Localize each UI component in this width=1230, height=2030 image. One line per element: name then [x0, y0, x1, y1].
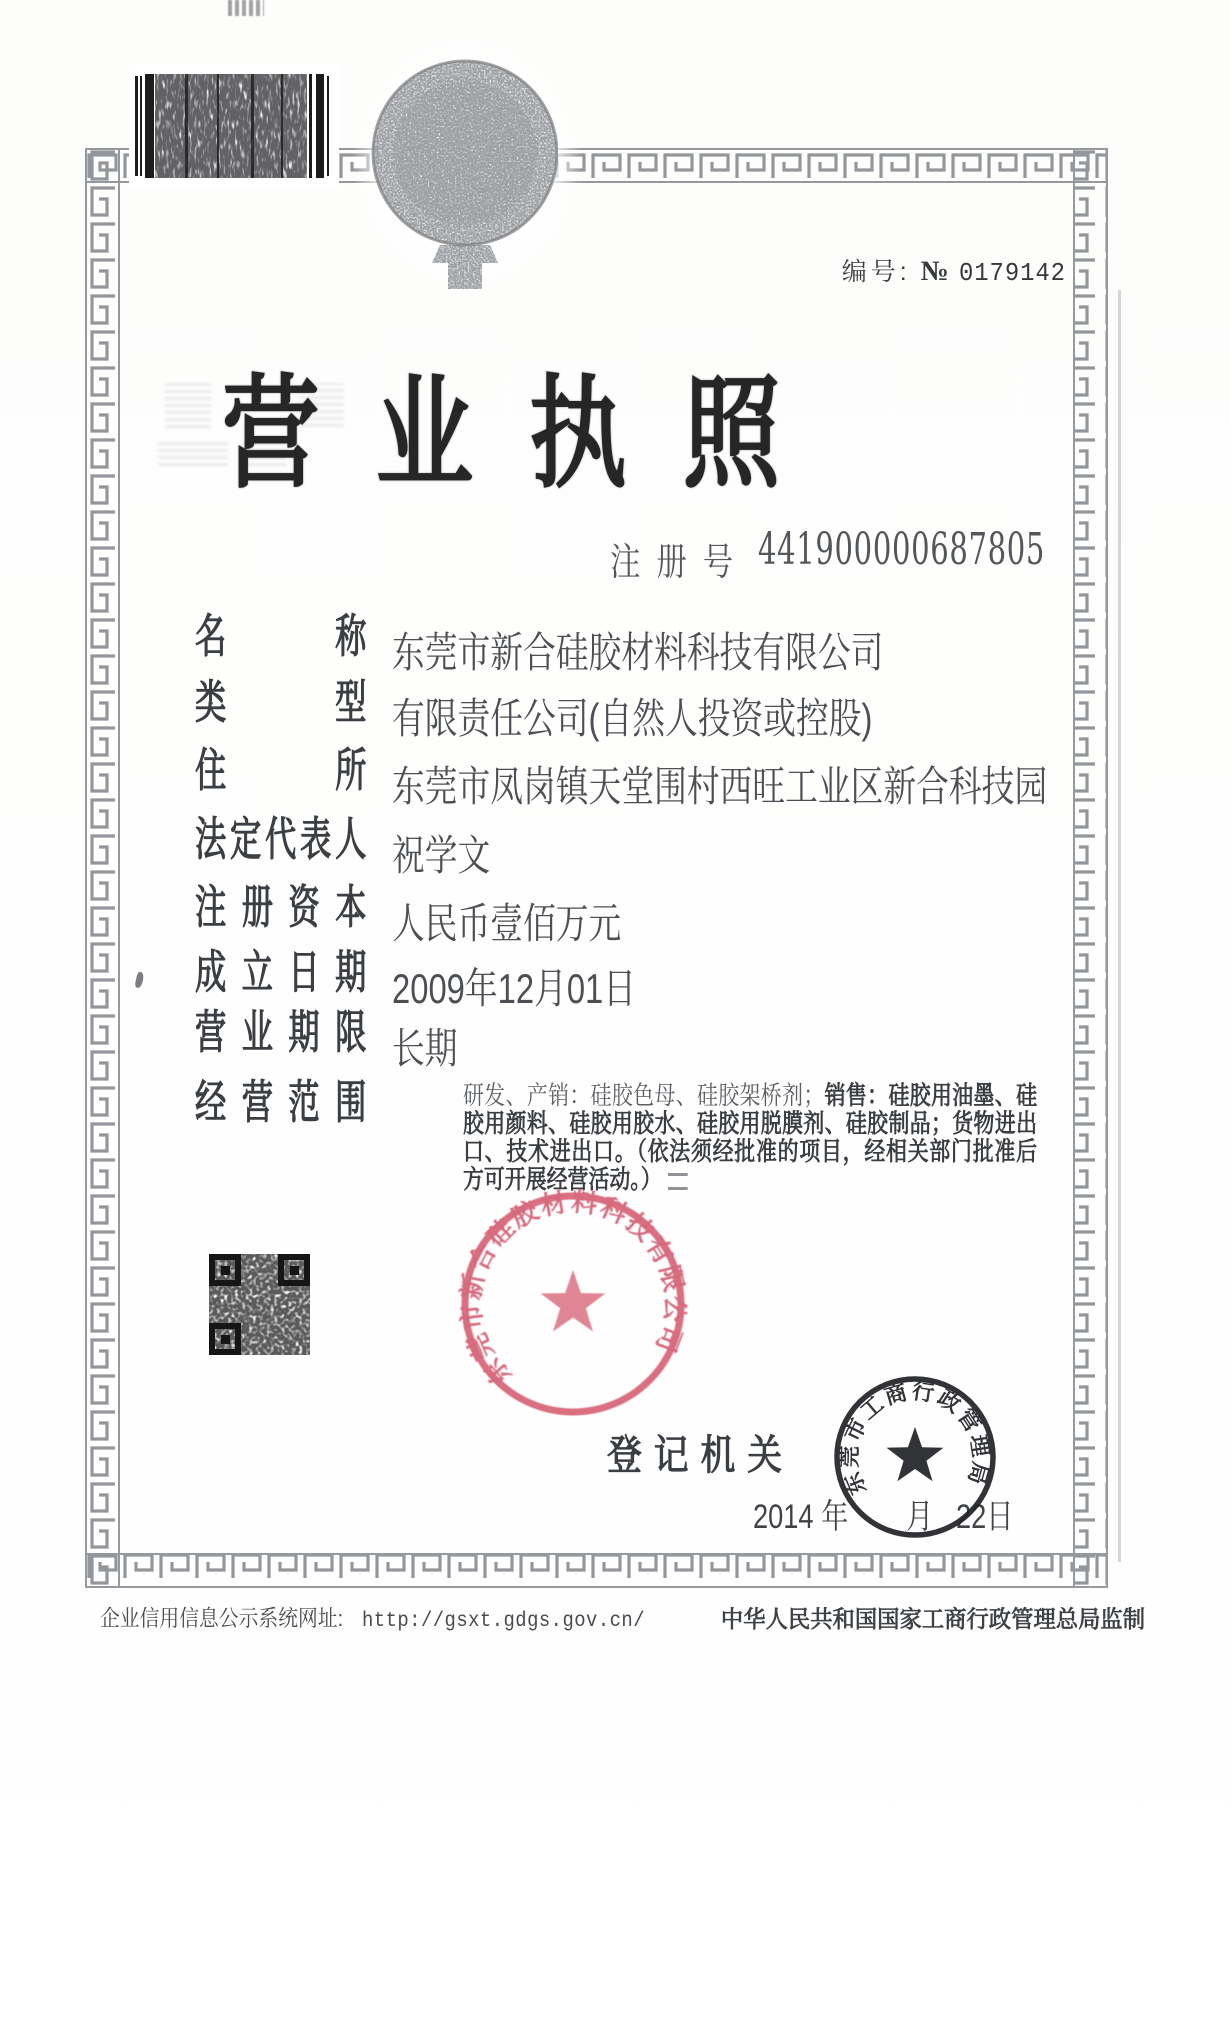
field-value: 有限责任公司(自然人投资或控股) — [392, 695, 873, 742]
barcode-graphic — [133, 70, 333, 182]
field-row-legal-representative — [195, 813, 491, 879]
field-row-name — [195, 610, 884, 676]
field-label: 名称 — [195, 610, 367, 662]
field-value: 2009年12月01日 — [392, 965, 637, 1012]
field-row-business-scope — [195, 1078, 447, 1138]
field-label: 注册资本 — [195, 881, 367, 933]
footer-site-line — [100, 1601, 677, 1633]
serial-number: 0179142 — [958, 258, 1066, 288]
qr-code-graphic — [203, 1248, 316, 1361]
issue-date-year: 2014 年 — [753, 1498, 849, 1536]
field-label: 营业期限 — [195, 1006, 367, 1058]
field-row-business-term — [195, 1006, 458, 1072]
field-label: 类型 — [195, 676, 367, 728]
footer-site-label: 企业信用信息公示系统网址: — [100, 1606, 344, 1631]
field-row-address — [195, 744, 1048, 810]
scope-text-bold: 销售：硅胶用油墨、硅胶用颜料、硅胶用胶水、硅胶用脱膜剂、硅胶制品；货物进出口、技术进出口。（依法须经批准的项目，经相关部门批准后方可开展经营活动。） — [463, 1082, 1037, 1194]
scope-text-normal: 研发、产销：硅胶色母、硅胶架桥剂； — [463, 1082, 825, 1110]
company-seal-stamp — [455, 1186, 691, 1422]
issue-date-month-unit: 月 — [906, 1498, 934, 1536]
serial-label: 编号: — [841, 258, 911, 286]
field-value: 祝学文 — [392, 832, 491, 879]
star-icon — [541, 1270, 606, 1332]
field-row-establish-date — [195, 946, 637, 1012]
field-label: 经营范围 — [195, 1076, 367, 1128]
footer-site-url: http://gsxt.gdgs.gov.cn/ — [362, 1610, 646, 1633]
registrar-seal-stamp — [827, 1369, 1003, 1545]
ink-bleed-ghost — [165, 380, 211, 428]
field-label: 成立日期 — [195, 946, 367, 998]
field-value: 人民币壹佰万元 — [392, 900, 622, 947]
registrar-seal-text: 东莞市工商行政管理局 — [836, 1378, 994, 1499]
company-seal-text: 东莞市新合硅胶材料科技有限公司 — [455, 1186, 691, 1392]
field-label: 法定代表人 — [195, 813, 367, 865]
scan-smudge — [228, 0, 264, 16]
license-title: 营业执照 — [222, 366, 837, 502]
field-value: 长期 — [392, 1025, 458, 1072]
scan-edge-line — [1118, 290, 1121, 1562]
business-scope-text — [463, 1082, 1037, 1194]
ink-bleed-ghost — [158, 440, 228, 466]
registration-number-label: 注册号 — [610, 542, 750, 584]
field-label: 住所 — [195, 744, 367, 796]
field-value: 东莞市新合硅胶材料科技有限公司 — [392, 629, 884, 676]
serial-number-line — [775, 252, 1075, 288]
field-row-registered-capital — [195, 881, 622, 947]
issue-date-day: 22日 — [956, 1498, 1014, 1536]
field-value: 东莞市凤岗镇天堂围村西旺工业区新合科技园 — [392, 763, 1048, 810]
field-row-type — [195, 676, 873, 742]
registrar-label: 登记机关 — [607, 1432, 794, 1478]
registration-number-value: 441900000687805 — [758, 524, 1046, 575]
footer-issuer: 中华人民共和国国家工商行政管理总局监制 — [720, 1606, 1146, 1632]
national-emblem-icon — [368, 50, 558, 295]
star-icon — [887, 1427, 944, 1481]
numero-symbol: № — [920, 256, 949, 287]
